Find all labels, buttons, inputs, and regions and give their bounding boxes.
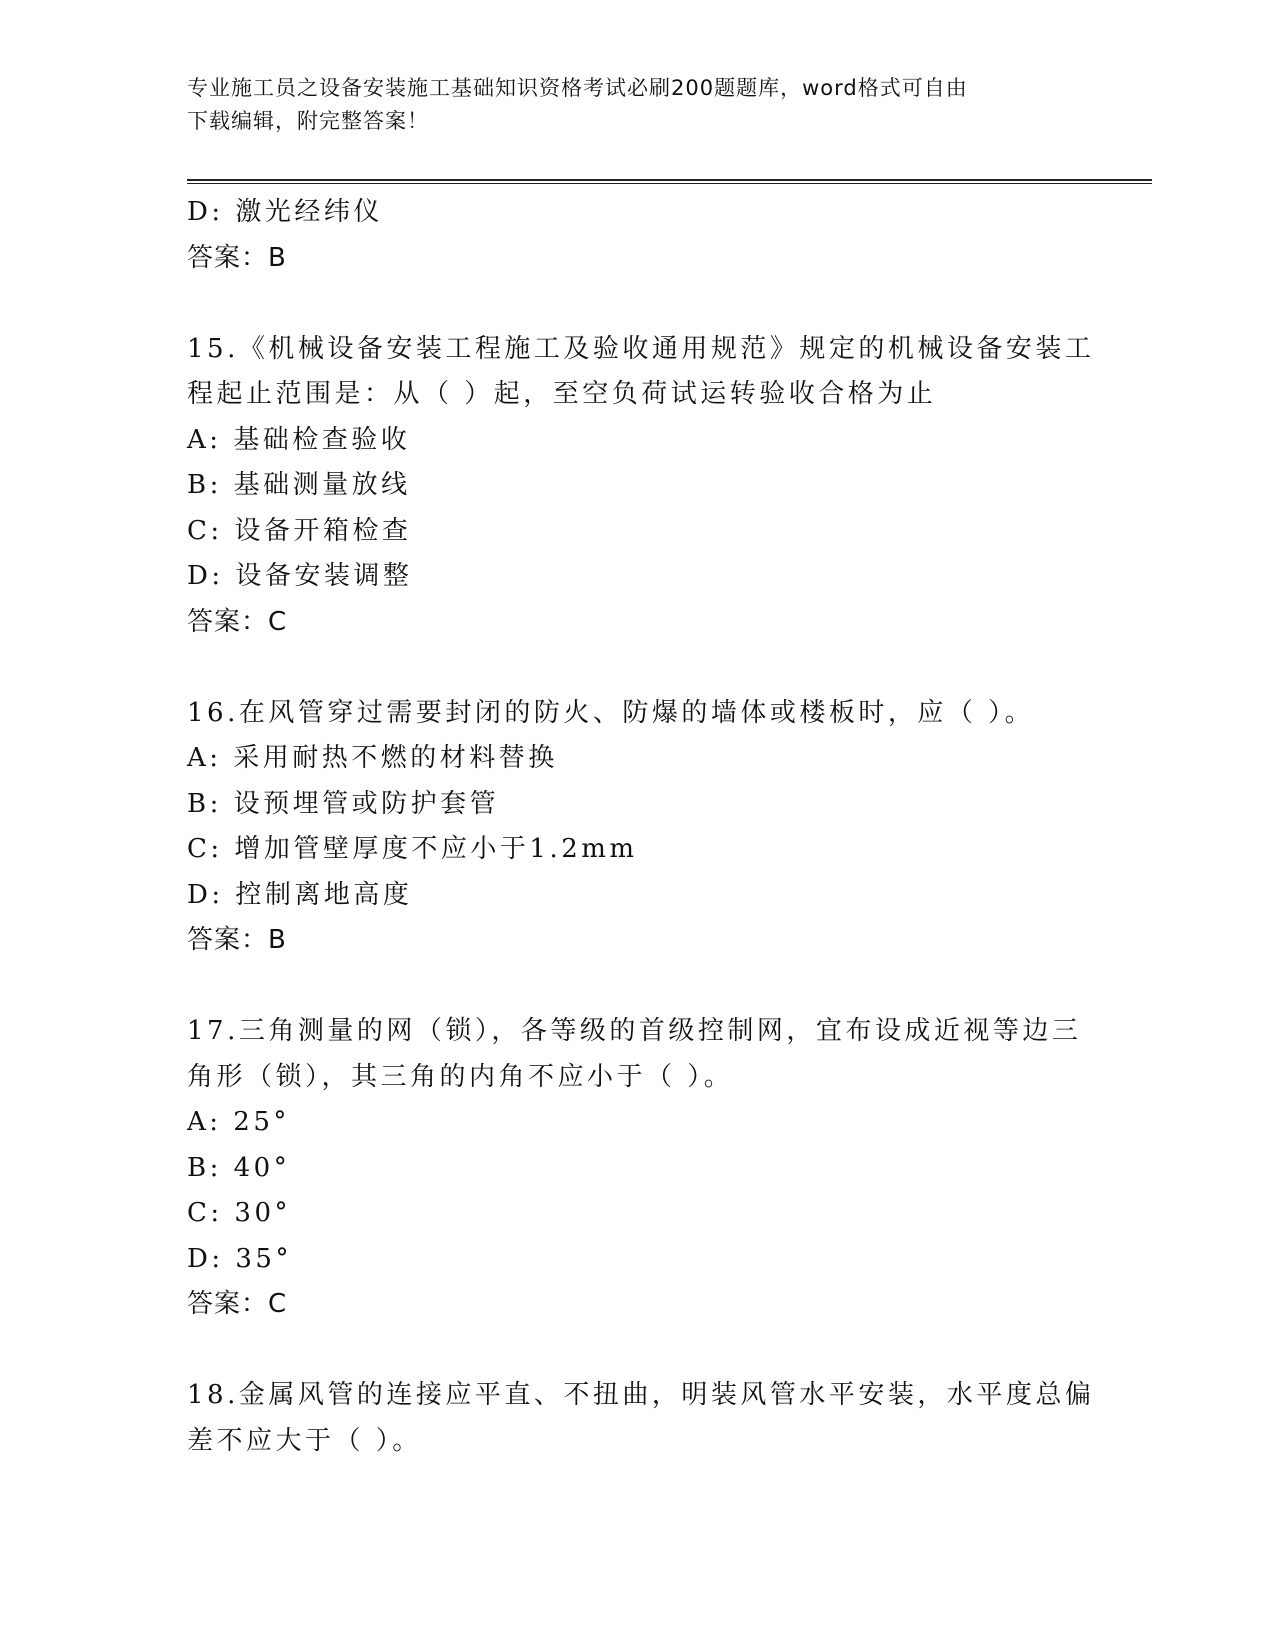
question-17 [187, 1009, 1087, 1328]
option-d: D: 控制离地高度 [187, 879, 413, 910]
question-text: 17.三角测量的网（锁），各等级的首级控制网，宜布设成近视等边三 [187, 1016, 1082, 1046]
document-header [187, 72, 1087, 138]
option-c: C: 30° [187, 1198, 292, 1228]
answer-line: 答案：C [187, 1289, 288, 1319]
option-b: B: 40° [187, 1152, 291, 1183]
header-line-1: 专业施工员之设备安装施工基础知识资格考试必刷200题题库，word格式可自由 [187, 76, 968, 100]
question-text: 差不应大于（ ）。 [187, 1425, 422, 1456]
question-text: 程起止范围是：从（ ）起，至空负荷试运转验收合格为止 [187, 379, 937, 409]
option-c: C: 设备开箱检查 [187, 515, 412, 546]
question-text: 15.《机械设备安装工程施工及验收通用规范》规定的机械设备安装工 [187, 333, 1095, 364]
question-text: 16.在风管穿过需要封闭的防火、防爆的墙体或楼板时，应（ ）。 [187, 697, 1035, 728]
option-d: D: 激光经纬仪 [187, 197, 383, 227]
question-15 [187, 327, 1095, 646]
spacer [187, 645, 1087, 691]
option-b: B: 基础测量放线 [187, 470, 411, 500]
option-d: D: 35° [187, 1243, 292, 1274]
option-c: C: 增加管壁厚度不应小于1.2mm [187, 834, 638, 864]
header-line-2: 下载编辑，附完整答案！ [187, 109, 429, 133]
spacer [187, 1328, 1087, 1374]
spacer [187, 281, 1087, 327]
question-text: 角形（锁），其三角的内角不应小于（ ）。 [187, 1061, 734, 1092]
option-a: A: 采用耐热不燃的材料替换 [187, 743, 558, 773]
question-content [187, 190, 1095, 1464]
spacer [187, 964, 1087, 1010]
question-text: 18.金属风管的连接应平直、不扭曲，明装风管水平安装，水平度总偏 [187, 1380, 1095, 1410]
option-b: B: 设预埋管或防护套管 [187, 788, 500, 819]
question-18 [187, 1373, 1095, 1464]
question-16 [187, 691, 1087, 964]
answer-line: 答案：C [187, 606, 288, 637]
header-divider [187, 179, 1152, 184]
option-a: A: 25° [187, 1107, 290, 1137]
option-a: A: 基础检查验收 [187, 424, 411, 455]
answer-line: 答案：B [187, 242, 287, 273]
option-d: D: 设备安装调整 [187, 561, 413, 591]
answer-line: 答案：B [187, 925, 287, 955]
